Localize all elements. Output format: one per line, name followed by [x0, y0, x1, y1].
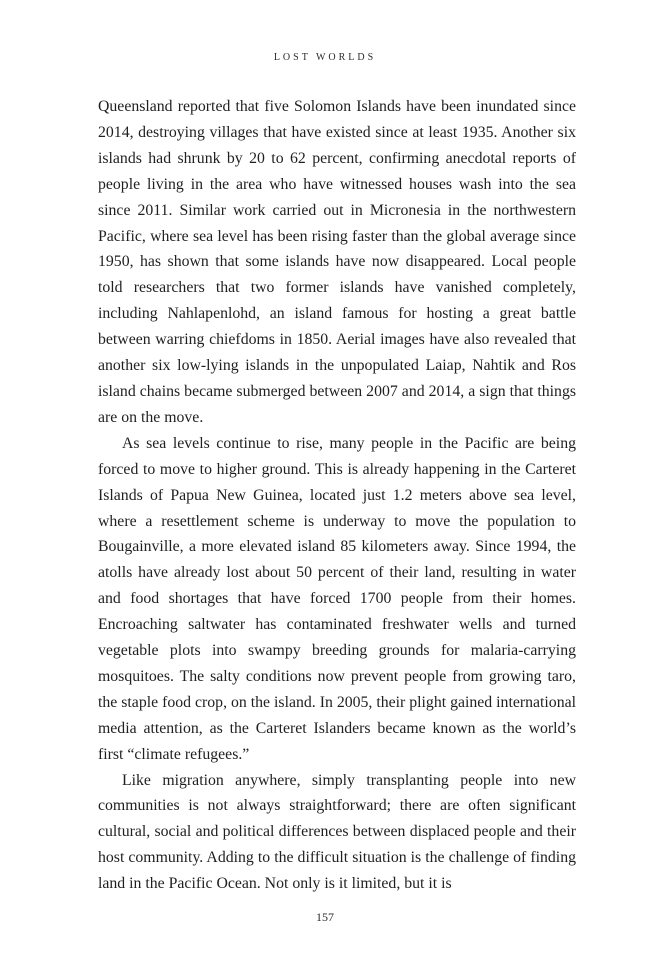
running-head: LOST WORLDS — [273, 52, 377, 63]
page-number: 157 — [316, 910, 334, 924]
paragraph: Queensland reported that five Solomon Islands have been inundated since 2014, destroying villages that have existed since at least 1935. Another six islands had shrunk by 20 to 62 percent, confirming anecdotal reports of people living in the area who have witnessed houses wash into the sea since 2011. Similar work carried out in Micronesia in the northwestern Pacific, where sea level has been rising faster than the global average since 1950, has shown that some islands have now disappeared. Local people told researchers that two former islands have vanished completely, including Nahlapenlohd, an island famous for hosting a great battle between warring chiefdoms in 1850. Aerial images have also revealed that another six low-lying islands in the unpopulated Laiap, Nahtik and Ros island chains became submerged between 2007 and 2014, a sign that things are on the move. — [98, 98, 576, 426]
paragraph: As sea levels continue to rise, many people in the Pacific are being forced to move to higher ground. This is already happening in the Carteret Islands of Papua New Guinea, located just 1.2 meters above sea level, where a resettlement scheme is underway to move the population to Bougainville, a more elevated island 85 kilometers away. Since 1994, the atolls have already lost about 50 percent of their land, resulting in water and food shortages that have forced 1700 people from their homes. Encroaching saltwater has contaminated freshwater wells and turned vegetable plots into swampy breeding grounds for malaria-carrying mosquitoes. The salty conditions now prevent people from growing taro, the staple food crop, on the island. In 2005, their plight gained international media attention, as the Carteret Islanders became known as the world’s first “climate refugees.” — [98, 434, 576, 763]
paragraph: Like migration anywhere, simply transplanting people into new communities is not always straightforward; there are often significant cultural, social and political differences between displaced people and their host community. Adding to the difficult situation is the challenge of finding land in the Pacific Ocean. Not only is it limited, but it is — [98, 771, 576, 893]
body-text — [98, 94, 576, 897]
